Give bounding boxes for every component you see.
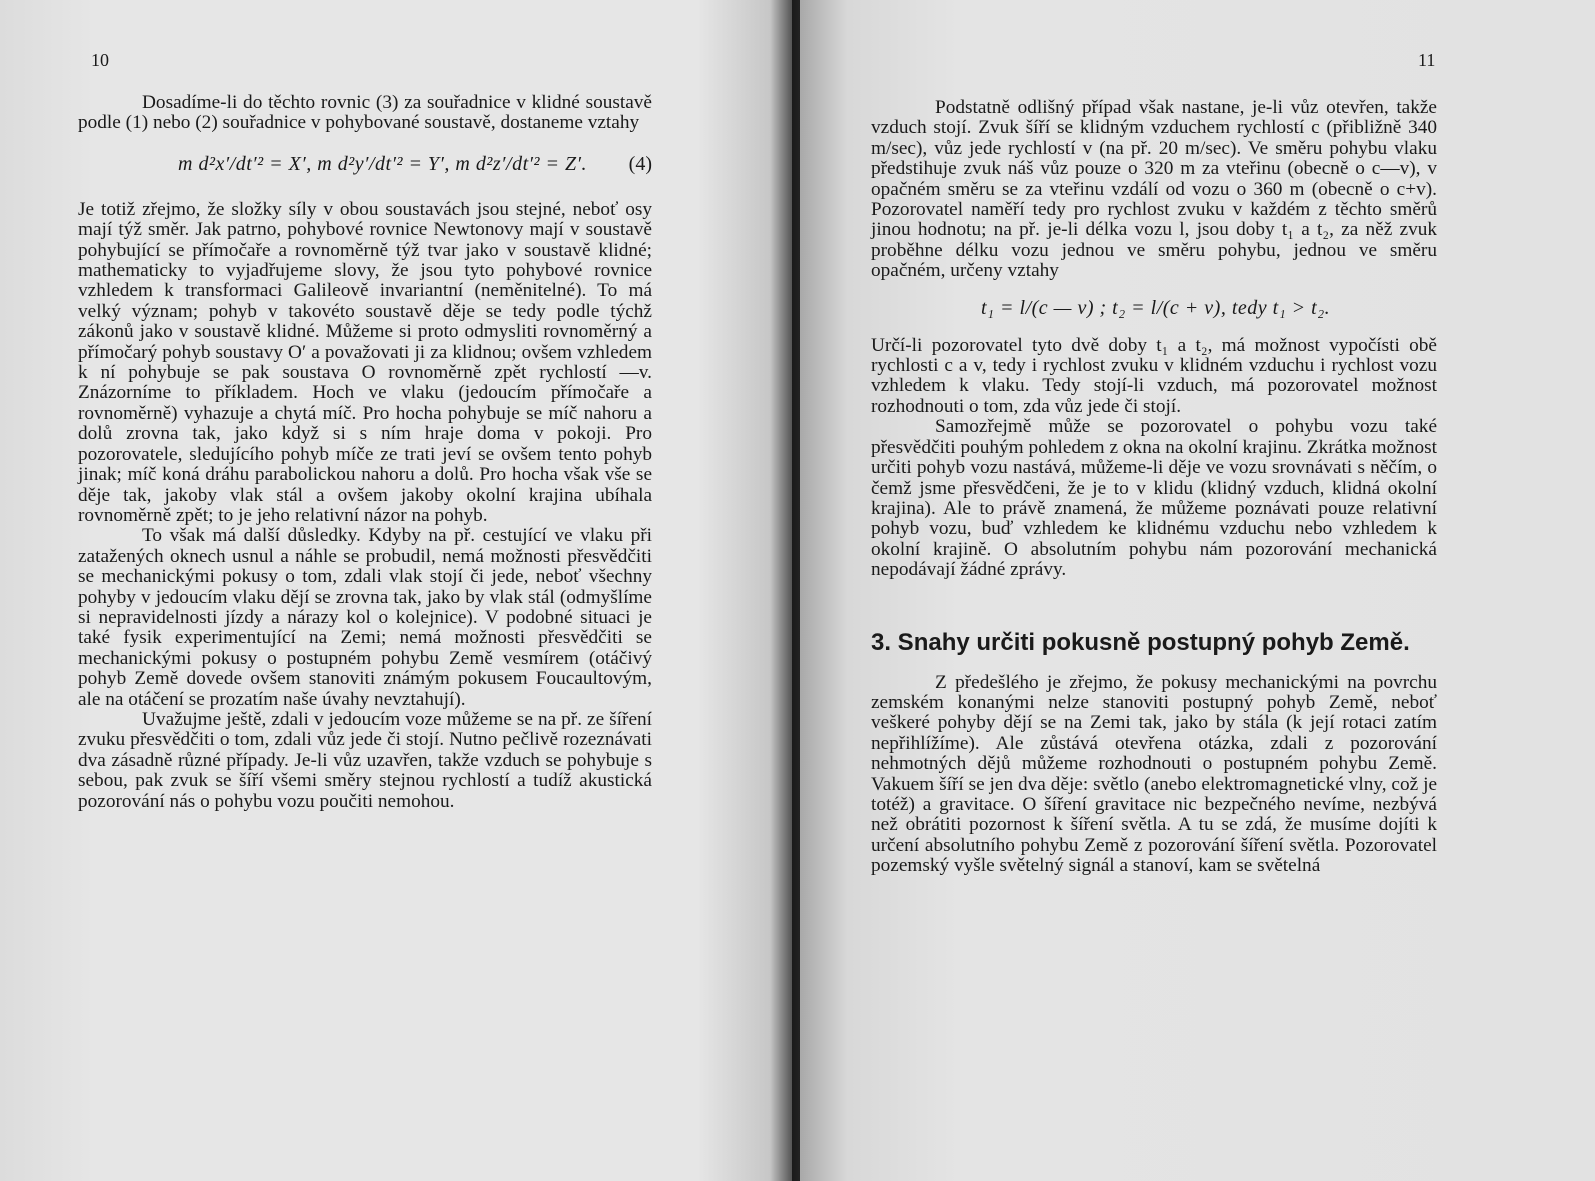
equation-4: [78, 134, 652, 200]
paragraph: Podstatně odlišný případ však nastane, je-li vůz otevřen, takže vzduch stojí. Zvuk šíří se klidným vzduchem rychlostí c (přibližně 340 m/sec), vůz jede rychlostí v (na př. 20 m/sec). Ve směru pohybu vlaku předstihuje zvuk náš vůz pouze o 320 m za vteřinu (obecně o c—v), v opačném směru se za vteřinu vzdálí od vozu o 360 m (obecně o c+v). Pozorovatel naměří tedy pro rychlost zvuku v každém z těchto směrů jinou hodnotu; na př. je-li délka vozu l, jsou doby t₁ a t₂, za něž zvuk proběhne délku vozu jednou ve směru pohybu, jednou ve směru opačném, určeny vztahy: [871, 97, 1437, 282]
sound-time-equation: [871, 282, 1437, 336]
right-text-column: [871, 98, 1437, 877]
equation-text: t₁ = l/(c — v) ; t₂ = l/(c + v), tedy t₁ > t₂.: [981, 296, 1331, 319]
section-heading: 3. Snahy určiti pokusně postupný pohyb Země.: [871, 628, 1410, 656]
paragraph: Dosadíme-li do těchto rovnic (3) za souřadnice v klidné soustavě podle (1) nebo (2) souřadnice v pohybované soustavě, dostaneme vztahy: [78, 92, 652, 134]
paragraph: Samozřejmě může se pozorovatel o pohybu vozu také přesvědčiti pouhým pohledem z okna na okolní krajinu. Zkrátka možnost určiti pohyb vozu nastává, můžeme-li děje ve vozu srovnávati s něčím, o čemž jsme přesvědčeni, že je to v klidu (klidný vzduch, klidná okolní krajina). Ale to právě znamená, že můžeme poznávati pouze relativní pohyb vozu, buď vzhledem ke klidnému vzduchu nebo vzhledem k okolní krajině. O absolutním pohybu nám pozorování mechanická nepodávají žádné zprávy.: [871, 416, 1437, 581]
paragraph: Je totiž zřejmo, že složky síly v obou soustavách jsou stejné, neboť osy mají týž směr. Jak patrno, pohybové rovnice Newtonovy mají v soustavě pohybující se přímočaře a rovnoměrně týž tvar jako v soustavě klidné; mathematicky to vyjadřujeme slovy, že jsou tyto pohybové rovnice vzhledem k transformaci Galileově invariantní (neměnitelné). To má velký význam; pohyb v takovéto soustavě děje se tedy podle týchž zákonů jako v soustavě klidné. Můžeme si proto odmysliti rovnoměrný a přímočarý pohyb soustavy O′ a považovati ji za klidnou; ovšem vzhledem k ní pohybuje se pak soustava O rovnoměrně zpět rychlostí —v. Znázorníme to příkladem. Hoch ve vlaku (jedoucím přímočaře a rovnoměrně) vyhazuje a chytá míč. Pro hocha pohybuje se míč nahoru a dolů zrovna tak, jako když si s ním hraje doma v pokoji. Pro pozorovatele, sledujícího pohyb míče ze trati jeví se ovšem tento pohyb jinak; míč koná dráhu parabolickou nahoru a dolů. Pro hocha však vše se děje tak, jakoby vlak stál a ovšem jakoby okolní krajina ubíhala rovnoměrně zpět; to je jeho relativní názor na pohyb.: [78, 198, 652, 526]
paragraph: Uvažujme ještě, zdali v jedoucím voze můžeme se na př. ze šíření zvuku přesvědčiti o tom, zdali vůz jede či stojí. Nutno pečlivě rozeznávati dva zásadně různé případy. Je-li vůz uzavřen, takže vzduch se pohybuje s sebou, pak zvuk se šíří všemi směry stejnou rychlostí a tudíž akustická pozorování nás o pohybu vozu poučiti nemohou.: [78, 708, 652, 812]
left-text-column: [78, 93, 652, 812]
equation-number: (4): [628, 152, 652, 175]
equation-text: m d²x′/dt′² = X′, m d²y′/dt′² = Y′, m d²z′/dt′² = Z′.: [178, 152, 588, 175]
paragraph: Z předešlého je zřejmo, že pokusy mechanickými na povrchu zemském konanými nelze stanoviti postupný pohyb Země, neboť veškeré pohyby dějí se na Zemi tak, jako by stála (k její rotaci zatím nepřihlížíme). Ale zůstává otevřena otázka, zdali z pozorování nehmotných dějů můžeme rozhodnouti o postupném pohybu Země. Vakuem šíří se jen dva děje: světlo (anebo elektromagnetické vlny, což je totéž) a gravitace. O šíření gravitace nic bezpečného nevíme, nezbývá než obrátiti pozornost k šíření světla. A tu se zdá, že musíme dojíti k určení absolutního pohybu Země z pozorování šíření světla. Pozorovatel pozemský vyšle světelný signál a stanoví, kam se světelná: [871, 671, 1437, 877]
page-number-right: 11: [1418, 50, 1436, 70]
paragraph: Určí-li pozorovatel tyto dvě doby t₁ a t₂, má možnost vypočísti obě rychlosti c a v, tedy i rychlost zvuku v klidném vzduchu i rychlost vozu vzhledem k vlaku. Tedy stojí-li vzduch, má pozorovatel možnost rozhodnouti o tom, zda vůz jede či stojí.: [871, 334, 1437, 417]
page-number-left: 10: [91, 50, 109, 70]
paragraph: To však má další důsledky. Kdyby na př. cestující ve vlaku při zatažených oknech usnul a náhle se probudil, nemá možnosti přesvědčiti se mechanickými pokusy o tom, zdali vlak stojí či jede, neboť všechny pohyby v jedoucím vlaku dějí se zrovna tak, jako by vlak stál (odmyšlíme si nepravidelnosti jízdy a nárazy kol o kolejnice). V podobné situaci je také fysik experimentující na Zemi; nemá možnosti přesvědčiti se mechanickými pokusy o postupném pohybu Země vesmírem (otáčivý pohyb Země dovede ovšem stanoviti známým pokusem Foucaultovým, ale na otáčení se prozatím naše úvahy nevztahují).: [78, 525, 652, 710]
right-page: [800, 0, 1595, 1181]
left-page: [0, 0, 792, 1181]
